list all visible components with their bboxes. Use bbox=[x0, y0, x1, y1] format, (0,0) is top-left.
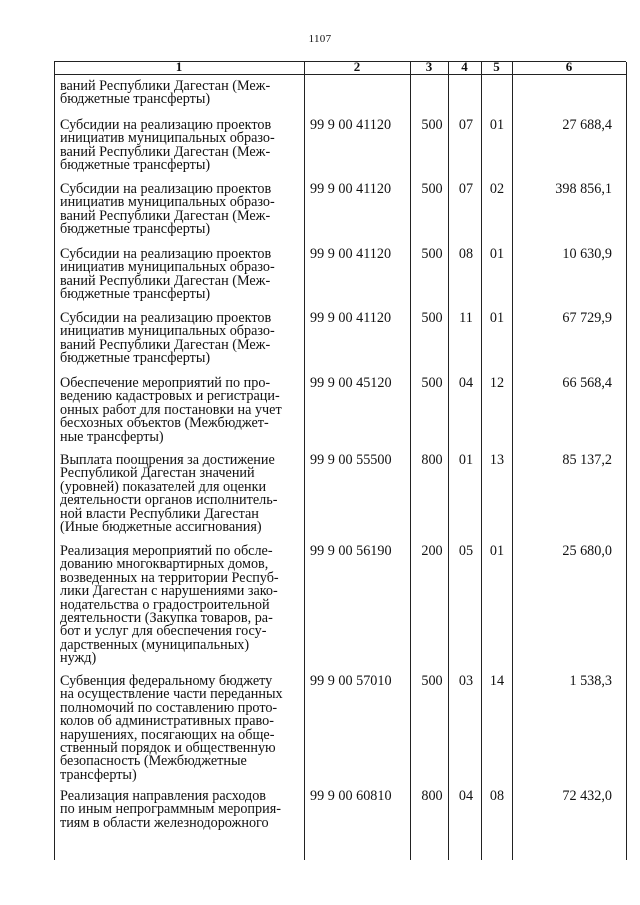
row-expense-type: 200 bbox=[421, 543, 443, 559]
row-section: 07 bbox=[458, 181, 474, 197]
row-code: 99 9 00 45120 bbox=[310, 375, 392, 391]
row-section: 05 bbox=[458, 543, 474, 559]
column-header: 5 bbox=[493, 59, 500, 74]
row-description: Субсидии на реализацию проектов инициатив муниципальных образо- ваний Республики Дагестан (Меж- бюджетные трансферты) bbox=[60, 246, 275, 303]
row-description: ваний Республики Дагестан (Меж- бюджетные трансферты) bbox=[60, 78, 271, 108]
page-number: 1107 bbox=[308, 33, 332, 45]
row-code: 99 9 00 41120 bbox=[310, 310, 392, 326]
column-header: 4 bbox=[461, 59, 468, 74]
table-border-right bbox=[626, 62, 627, 860]
row-amount: 1 538,3 bbox=[569, 673, 612, 689]
row-code: 99 9 00 41120 bbox=[310, 246, 392, 262]
row-description: Субвенция федеральному бюджету на осуществление части переданных полномочий по составлению прото- колов об административных право- нарушениях, посягающих на обще- ственный порядок и общественную безопасность (Межбюджетные трансферты) bbox=[60, 673, 283, 783]
row-expense-type: 500 bbox=[421, 246, 443, 262]
row-subsection: 01 bbox=[489, 246, 505, 262]
row-amount: 25 680,0 bbox=[562, 543, 612, 559]
column-header: 6 bbox=[565, 59, 573, 74]
row-section: 04 bbox=[458, 375, 474, 391]
column-header: 3 bbox=[425, 59, 433, 74]
row-subsection: 02 bbox=[489, 181, 505, 197]
row-section: 04 bbox=[458, 788, 474, 804]
row-code: 99 9 00 60810 bbox=[310, 788, 392, 804]
row-code: 99 9 00 41120 bbox=[310, 181, 392, 197]
row-section: 08 bbox=[458, 246, 474, 262]
row-description: Реализация направления расходов по иным непрограммным мероприя- тиям в области железнодорожного bbox=[60, 788, 281, 831]
row-section: 01 bbox=[458, 452, 474, 468]
table-column-divider bbox=[304, 62, 305, 860]
table-column-divider bbox=[512, 62, 513, 860]
row-subsection: 08 bbox=[489, 788, 505, 804]
row-description: Субсидии на реализацию проектов инициатив муниципальных образо- ваний Республики Дагестан (Меж- бюджетные трансферты) bbox=[60, 310, 275, 367]
row-section: 03 bbox=[458, 673, 474, 689]
table-border-left bbox=[54, 62, 55, 860]
row-expense-type: 500 bbox=[421, 375, 443, 391]
row-subsection: 01 bbox=[489, 310, 505, 326]
row-description: Реализация мероприятий по обсле- дованию многоквартирных домов, возведенных на территории Респуб- лики Дагестан с нарушениями зако- нодательства о градостроительной деятельности (Закупка товаров, ра- бот и услуг для обеспечения госу- дарственных (муниципальных) нужд) bbox=[60, 543, 279, 667]
row-amount: 27 688,4 bbox=[562, 117, 612, 133]
row-expense-type: 800 bbox=[421, 788, 443, 804]
row-subsection: 12 bbox=[489, 375, 505, 391]
row-expense-type: 500 bbox=[421, 117, 443, 133]
table-header-rule bbox=[54, 74, 626, 75]
row-code: 99 9 00 41120 bbox=[310, 117, 392, 133]
row-subsection: 01 bbox=[489, 543, 505, 559]
row-section: 07 bbox=[458, 117, 474, 133]
row-amount: 66 568,4 bbox=[562, 375, 612, 391]
row-code: 99 9 00 57010 bbox=[310, 673, 392, 689]
row-subsection: 01 bbox=[489, 117, 505, 133]
row-code: 99 9 00 55500 bbox=[310, 452, 392, 468]
table-column-divider bbox=[410, 62, 411, 860]
row-code: 99 9 00 56190 bbox=[310, 543, 392, 559]
row-amount: 398 856,1 bbox=[555, 181, 612, 197]
row-expense-type: 500 bbox=[421, 673, 443, 689]
row-subsection: 13 bbox=[489, 452, 505, 468]
row-amount: 10 630,9 bbox=[562, 246, 612, 262]
column-header: 1 bbox=[175, 59, 183, 74]
row-expense-type: 500 bbox=[421, 181, 443, 197]
row-section: 11 bbox=[459, 310, 473, 326]
row-description: Выплата поощрения за достижение Республикой Дагестан значений (уровней) показателей для оценки деятельности органов исполнитель- ной власти Республики Дагестан (Иные бюджетные ассигнования) bbox=[60, 452, 278, 536]
row-expense-type: 800 bbox=[421, 452, 443, 468]
column-header: 2 bbox=[353, 59, 361, 74]
row-description: Субсидии на реализацию проектов инициатив муниципальных образо- ваний Республики Дагестан (Меж- бюджетные трансферты) bbox=[60, 181, 275, 238]
row-expense-type: 500 bbox=[421, 310, 443, 326]
row-description: Субсидии на реализацию проектов инициатив муниципальных образо- ваний Республики Дагестан (Меж- бюджетные трансферты) bbox=[60, 117, 275, 174]
row-amount: 72 432,0 bbox=[562, 788, 612, 804]
row-amount: 85 137,2 bbox=[562, 452, 612, 468]
row-subsection: 14 bbox=[489, 673, 505, 689]
row-description: Обеспечение мероприятий по про- ведению кадастровых и регистраци- онных работ для постановки на учет бесхозных объектов (Межбюджет- ные трансферты) bbox=[60, 375, 282, 445]
row-amount: 67 729,9 bbox=[562, 310, 612, 326]
